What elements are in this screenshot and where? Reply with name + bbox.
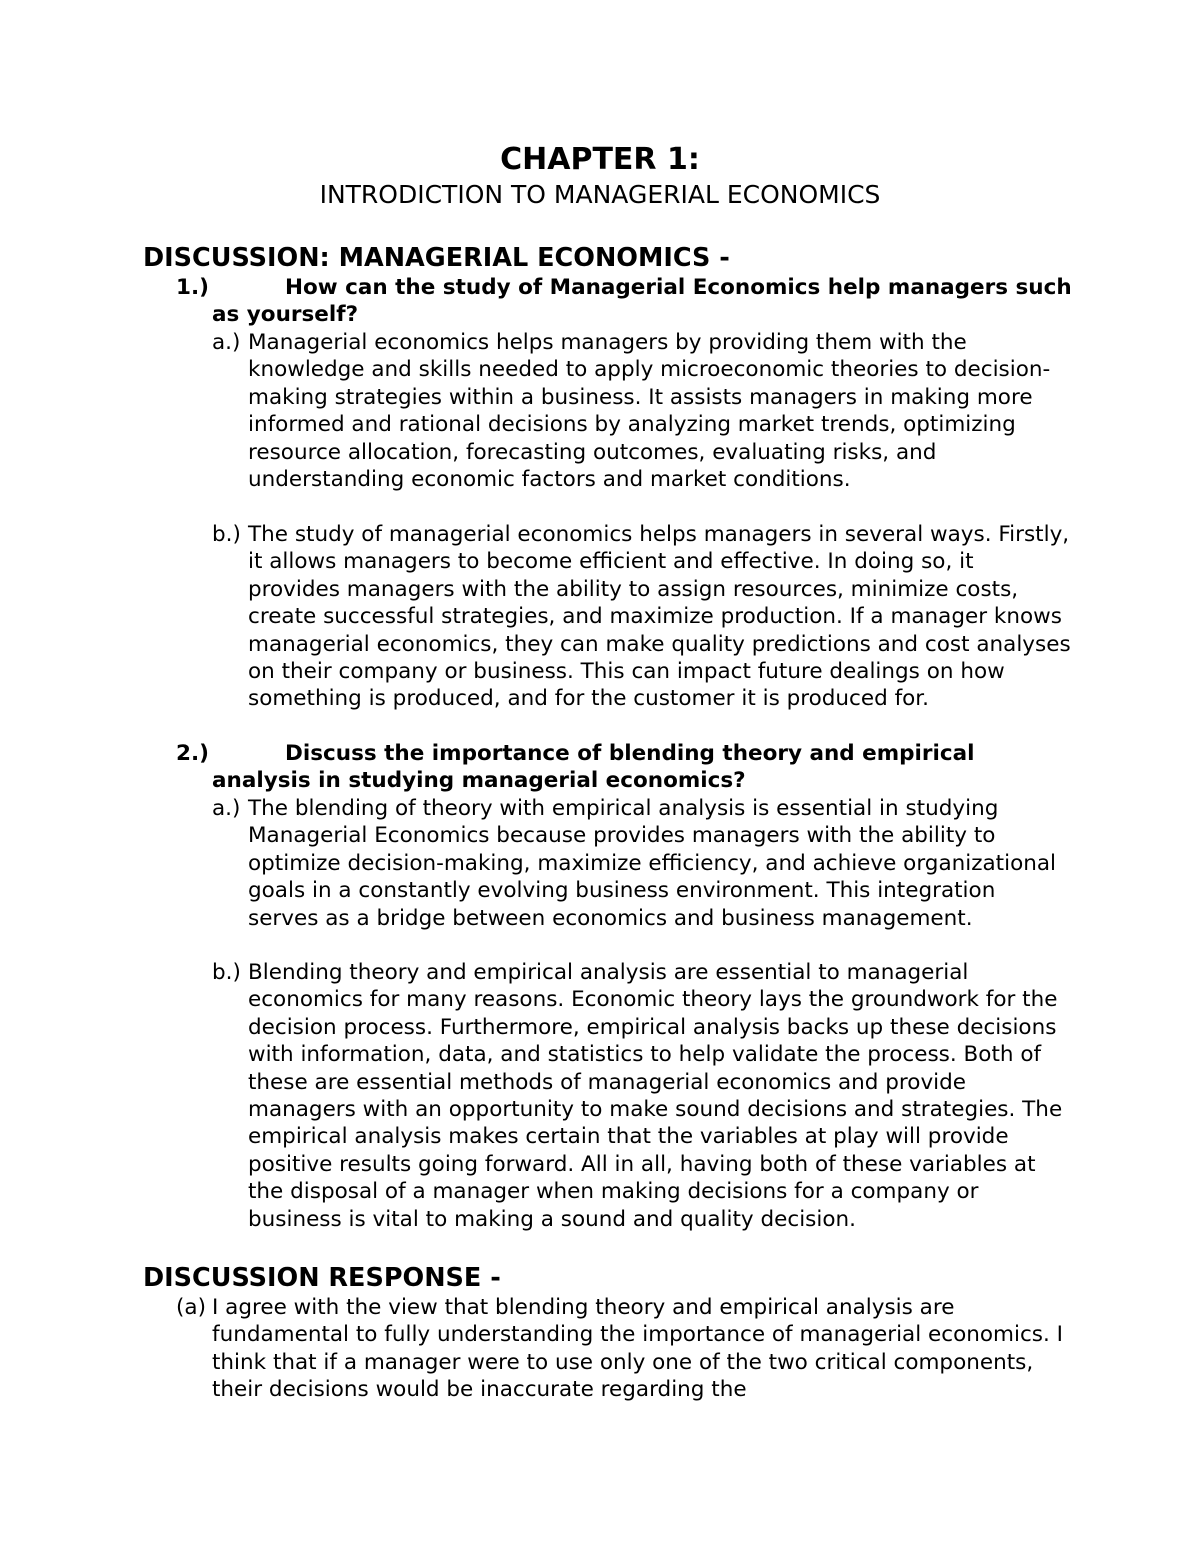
answer-text: Blending theory and empirical analysis are essential to managerial economics for many reasons. Economic theory lays the groundwork for the decision process. Furthermore, empirical analysis backs up these decisions with information, data, and statistics to help validate the process. Both of these are essential methods of managerial economics and provide managers with an opportunity to make sound decisions and strategies. The empirical analysis makes certain that the variables at play will provide positive results going forward. All in all, having both of these variables at the disposal of a manager when making decisions for a company or business is vital to making a sound and quality decision. [248,960,1063,1232]
discussion-heading: DISCUSSION: MANAGERIAL ECONOMICS - [143,243,730,273]
response-heading: DISCUSSION RESPONSE - [143,1263,501,1293]
question-text: Discuss the importance of blending theory and empirical analysis in studying managerial economics? [212,741,975,794]
answer-2a [212,795,1072,932]
answer-1a [212,329,1072,493]
chapter-subtitle: INTRODICTION TO MANAGERIAL ECONOMICS [319,180,881,209]
answer-text: Managerial economics helps managers by providing them with the knowledge and skills needed to apply microeconomic theories to decision-making strategies within a business. It assists managers in making more informed and rational decisions by analyzing market trends, optimizing resource allocation, forecasting outcomes, evaluating risks, and understanding economic factors and market conditions. [248,330,1051,493]
answer-label: b.) [212,522,241,547]
response-item-a [176,1294,1076,1404]
question-2 [176,740,1076,795]
question-number: 2.) [176,741,209,766]
question-1 [176,274,1076,329]
response-label: (a) [176,1295,206,1320]
response-text: I agree with the view that blending theory and empirical analysis are fundamental to fully understanding the importance of managerial economics. I think that if a manager were to use only one of the two critical components, their decisions would be inaccurate regarding the [212,1295,1063,1403]
answer-1b [212,521,1072,713]
chapter-title: CHAPTER 1: [500,142,700,177]
answer-text: The blending of theory with empirical analysis is essential in studying Managerial Economics because provides managers with the ability to optimize decision-making, maximize efficiency, and achieve organizational goals in a constantly evolving business environment. This integration serves as a bridge between economics and business management. [248,796,1057,931]
question-number: 1.) [176,275,209,300]
answer-label: b.) [212,960,241,985]
answer-label: a.) [212,796,241,821]
answer-label: a.) [212,330,241,355]
answer-text: The study of managerial economics helps managers in several ways. Firstly, it allows managers to become efficient and effective. In doing so, it provides managers with the ability to assign resources, minimize costs, create successful strategies, and maximize production. If a manager knows managerial economics, they can make quality predictions and cost analyses on their company or business. This can impact future dealings on how something is produced, and for the customer it is produced for. [248,522,1071,712]
answer-2b [212,959,1072,1233]
question-text: How can the study of Managerial Economics help managers such as yourself? [212,275,1072,328]
